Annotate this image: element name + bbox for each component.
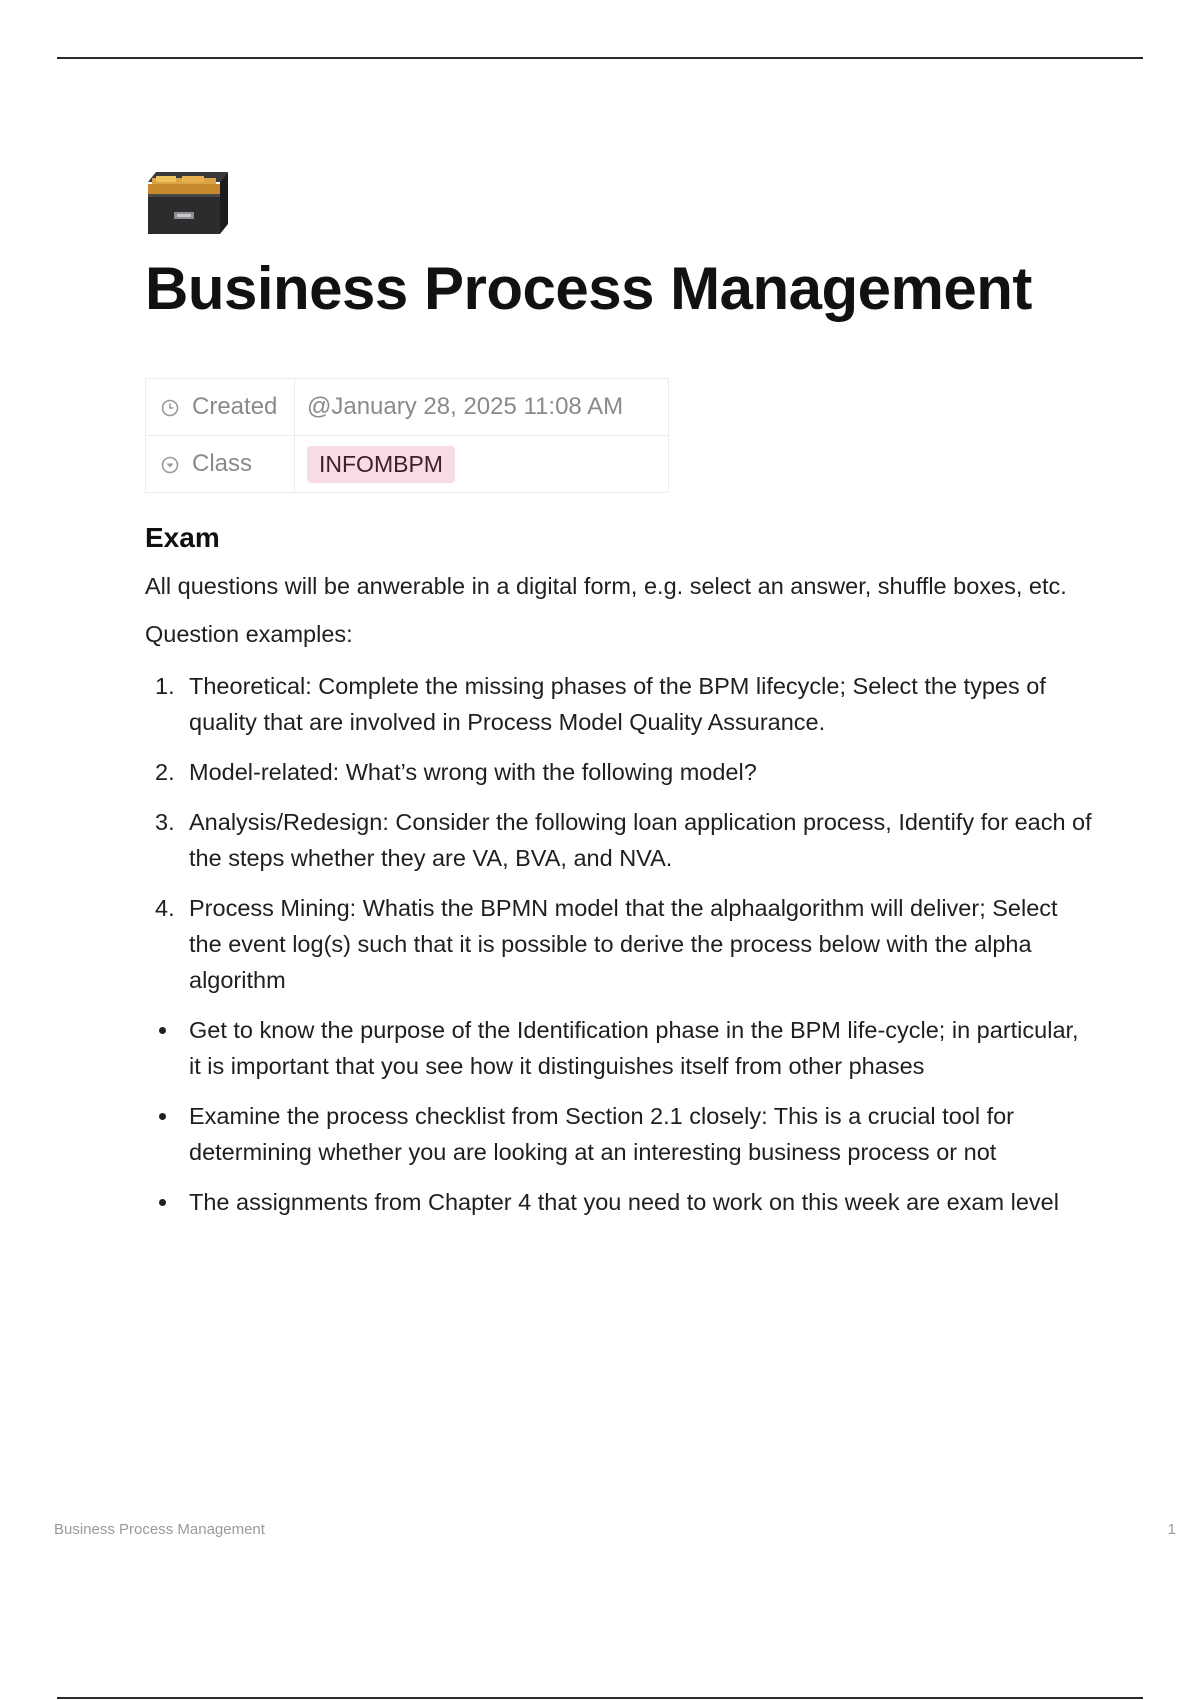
list-item-text: Process Mining: Whatis the BPMN model that the alphaalgorithm will deliver; Select the event log(s) such that it is possible to derive the process below with the alpha algorithm xyxy=(189,895,1058,994)
examples-label: Question examples: xyxy=(145,621,353,648)
bullet-icon xyxy=(159,1113,166,1120)
list-item-text: The assignments from Chapter 4 that you need to work on this week are exam level xyxy=(189,1189,1059,1216)
bullet-icon xyxy=(159,1199,166,1206)
property-value-class[interactable] xyxy=(295,436,669,493)
page-title: Business Process Management xyxy=(145,255,1032,322)
properties-table xyxy=(145,378,669,493)
footer-title: Business Process Management xyxy=(54,1521,265,1538)
exam-intro: All questions will be anwerable in a digital form, e.g. select an answer, shuffle boxes, etc. xyxy=(145,573,1067,600)
question-list xyxy=(145,668,1095,998)
select-icon xyxy=(160,454,180,474)
bottom-rule xyxy=(57,1697,1143,1699)
class-tag[interactable]: INFOMBPM xyxy=(307,446,455,483)
list-number: 3. xyxy=(155,809,175,836)
property-label-created: Created xyxy=(192,393,278,420)
list-item-text: Model-related: What’s wrong with the following model? xyxy=(189,759,757,786)
page-content xyxy=(145,520,1095,1234)
property-row-class xyxy=(146,436,669,493)
list-item xyxy=(145,890,1095,998)
property-row-created xyxy=(146,379,669,436)
list-item xyxy=(145,804,1095,876)
list-item-text: Analysis/Redesign: Consider the following loan application process, Identify for each of the steps whether they are VA, BVA, and NVA. xyxy=(189,809,1092,872)
list-item xyxy=(145,1012,1095,1084)
card-file-box-icon xyxy=(146,170,230,234)
list-item xyxy=(145,754,1095,790)
property-key-class xyxy=(146,436,295,493)
bullet-icon xyxy=(159,1027,166,1034)
list-item-text: Theoretical: Complete the missing phases of the BPM lifecycle; Select the types of quality that are involved in Process Model Quality Assurance. xyxy=(189,673,1046,736)
list-number: 1. xyxy=(155,673,175,700)
footer-page-number: 1 xyxy=(1167,1521,1176,1538)
list-number: 2. xyxy=(155,759,175,786)
exam-heading: Exam xyxy=(145,522,220,553)
list-item xyxy=(145,1098,1095,1170)
property-value-created[interactable]: @January 28, 2025 11:08 AM xyxy=(295,379,669,436)
property-key-created xyxy=(146,379,295,436)
property-label-class: Class xyxy=(192,450,253,477)
list-item-text: Examine the process checklist from Section 2.1 closely: This is a crucial tool for determining whether you are looking at an interesting business process or not xyxy=(189,1103,1015,1166)
tips-list xyxy=(145,1012,1095,1220)
clock-icon xyxy=(160,397,180,417)
list-item xyxy=(145,668,1095,740)
list-number: 4. xyxy=(155,895,175,922)
list-item-text: Get to know the purpose of the Identification phase in the BPM life-cycle; in particular, it is important that you see how it distinguishes itself from other phases xyxy=(189,1017,1079,1080)
list-item xyxy=(145,1184,1095,1220)
top-rule xyxy=(57,57,1143,59)
